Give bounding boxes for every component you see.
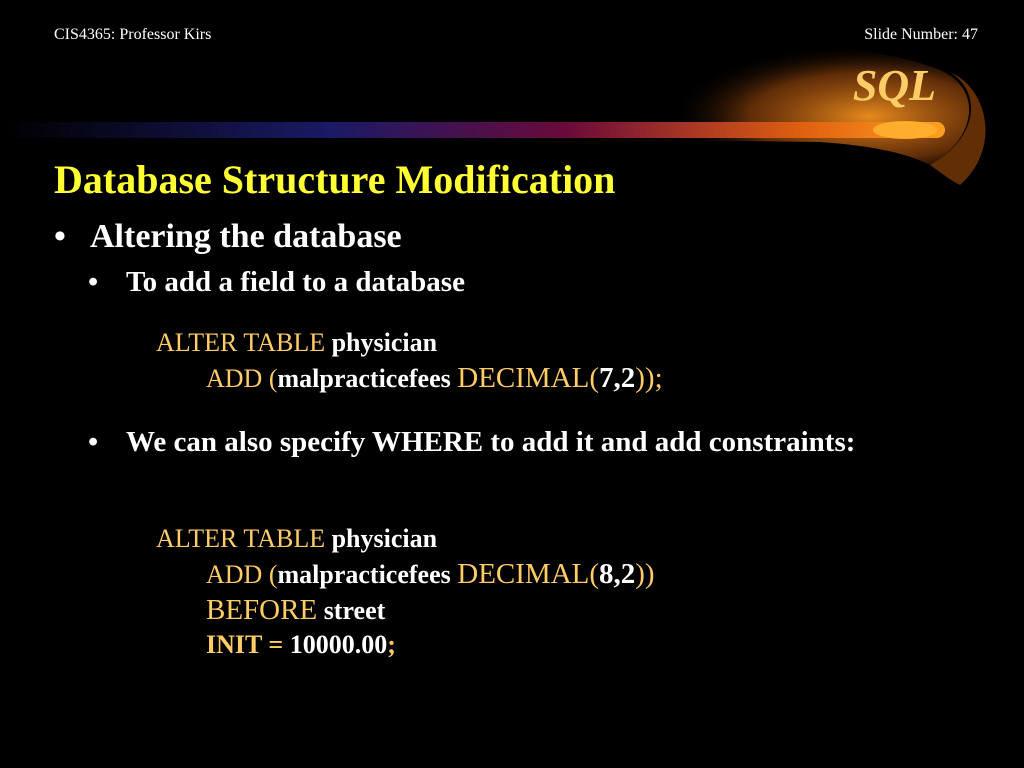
- code-terminator: ;: [387, 630, 396, 659]
- bullet-dot-icon: •: [54, 218, 66, 255]
- code-value: 10000.00: [289, 630, 388, 659]
- slide-number: Slide Number: 47: [864, 26, 978, 43]
- main-bullet-text: Altering the database: [90, 218, 402, 255]
- code-keyword: ALTER TABLE: [156, 328, 326, 357]
- code-keyword: ADD (: [206, 560, 278, 589]
- code-block-2-line-3: [206, 594, 385, 627]
- code-block-1-line-2: [206, 362, 663, 395]
- code-keyword: BEFORE: [206, 594, 318, 626]
- code-args: 7,2: [599, 362, 636, 394]
- sub-bullet-1-text: To add a field to a database: [126, 266, 465, 298]
- slide-title: Database Structure Modification: [54, 157, 616, 202]
- code-keyword: ALTER TABLE: [156, 524, 326, 553]
- sub-bullet-dot-icon: •: [88, 266, 99, 298]
- code-args: 8,2: [599, 558, 636, 590]
- code-keyword: INIT =: [206, 630, 284, 659]
- main-bullet: [54, 218, 402, 256]
- code-block-1-line-1: [156, 328, 437, 358]
- logo-title: SQL: [852, 61, 936, 110]
- sub-bullet-1: [88, 266, 888, 299]
- code-block-2-line-2: [206, 558, 655, 591]
- sub-bullet-2-text: We can also specify WHERE to add it and add constraints:: [126, 426, 856, 458]
- code-type: DECIMAL(: [457, 362, 600, 394]
- code-type: DECIMAL(: [457, 558, 600, 590]
- code-identifier: malpracticefees: [277, 560, 451, 589]
- sub-bullet-dot-icon: •: [88, 426, 99, 458]
- course-label: CIS4365: Professor Kirs: [54, 26, 212, 43]
- sub-bullet-2: [88, 426, 888, 459]
- code-identifier: physician: [331, 328, 438, 357]
- code-identifier: malpracticefees: [277, 364, 451, 393]
- code-terminator: )): [635, 558, 655, 590]
- code-identifier: physician: [331, 524, 438, 553]
- code-identifier: street: [323, 596, 386, 625]
- code-keyword: ADD (: [206, 364, 278, 393]
- code-terminator: ));: [635, 362, 663, 394]
- code-block-2-line-1: [156, 524, 437, 554]
- code-block-2-line-4: [206, 630, 396, 660]
